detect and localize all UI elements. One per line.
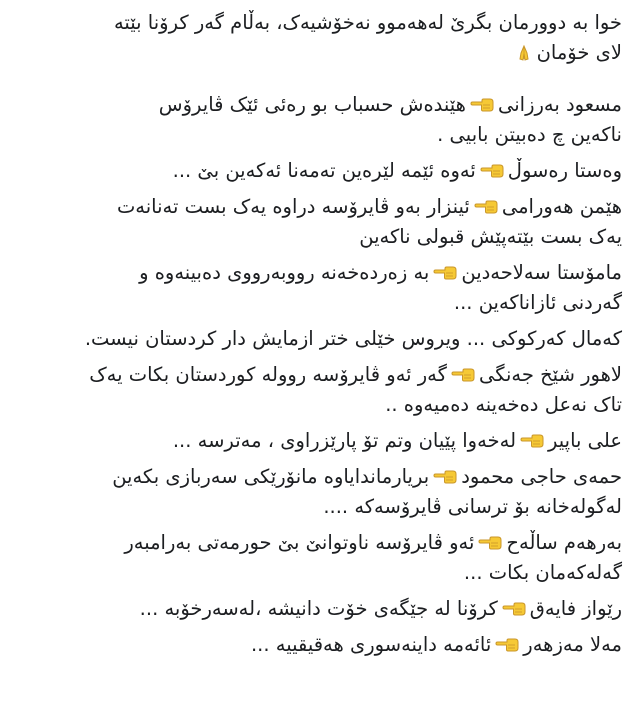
pointing-hand-icon (474, 193, 498, 208)
speaker-name: مسعود بەرزانی (497, 93, 622, 116)
quote-block (18, 258, 622, 318)
intro-line (18, 38, 622, 68)
quote-text: ئائەمە داینەسوری هەقیقییە ... (250, 633, 492, 656)
speaker-name: علی باپیر (548, 429, 622, 452)
quote-text: گەر ئەو ڤایرۆسە رووله کوردستان بکات یەک (89, 363, 447, 386)
pointing-hand-icon (502, 595, 526, 610)
quote-text: ئەو ڤایرۆسە ناوتوانێ بێ حورمەتی بەرامبەر (124, 531, 475, 554)
speaker-name: حمەی حاجی محمود (461, 465, 622, 488)
quote-block (18, 426, 622, 456)
speaker-name: هێمن هەورامی (501, 195, 622, 218)
speaker-name: بەرهەم ساڵەح (506, 531, 622, 554)
quote-line (18, 630, 622, 660)
quote-line (18, 192, 622, 222)
quote-text: بە زەردەخەنە رووبەرووی دەبینەوە و (139, 261, 430, 284)
quote-line (18, 258, 622, 288)
quote-line (18, 390, 622, 420)
intro-text: لای خۆمان (536, 41, 622, 64)
quote-line (18, 492, 622, 522)
quote-line (18, 426, 622, 456)
quotes-list (18, 90, 622, 660)
quote-block (18, 192, 622, 252)
pointing-hand-icon (495, 631, 519, 646)
quote-line (18, 288, 622, 318)
speaker-name: لاهور شێخ جەنگی (478, 363, 622, 386)
folded-hands-icon (515, 41, 533, 59)
quote-text: گەلەکەمان بکات ... (463, 561, 622, 584)
quote-text: کەمال کەرکوکی ... ویروس خێلی ختر ازمایش دار کردستان نیست. (84, 327, 622, 350)
quote-text: هێندەش حسباب بو رەئی ئێک ڤایرۆس (158, 93, 466, 116)
quote-block (18, 594, 622, 624)
quote-line (18, 90, 622, 120)
pointing-hand-icon (433, 463, 457, 478)
quote-block (18, 360, 622, 420)
pointing-hand-icon (480, 157, 504, 172)
quote-text: بریارماندایاوە مانۆرێکی سەربازی بکەین (112, 465, 430, 488)
quote-block (18, 462, 622, 522)
pointing-hand-icon (451, 361, 475, 376)
quote-block (18, 630, 622, 660)
quote-block (18, 156, 622, 186)
quote-line (18, 324, 622, 354)
quote-line (18, 222, 622, 252)
quote-text: کرۆنا لە جێگەی خۆت دانیشە ،لەسەرخۆبە ... (139, 597, 498, 620)
intro-line: خوا بە دوورمان بگرێ لەهەموو نەخۆشیەک، بەڵام گەر کرۆنا بێتە (113, 11, 622, 34)
speaker-name: رێواز فایەق (529, 597, 622, 620)
quote-line (18, 528, 622, 558)
quote-line (18, 558, 622, 588)
speaker-name: وەستا رەسوڵ (507, 159, 622, 182)
quote-text: تاک نەعل دەخەینە دەمیەوە .. (385, 393, 622, 416)
quote-line (18, 360, 622, 390)
quote-text: گەردنی ئازاناکەین ... (453, 291, 622, 314)
quote-line (18, 156, 622, 186)
quote-block (18, 324, 622, 354)
quote-block (18, 90, 622, 150)
quote-text: ناکەین چ دەبیتن بابیی . (437, 123, 622, 146)
quote-line (18, 120, 622, 150)
quote-text: ئەوە ئێمە لێرەین تەمەنا ئەکەین بێ ... (172, 159, 476, 182)
quote-block (18, 528, 622, 588)
quote-line (18, 462, 622, 492)
pointing-hand-icon (520, 427, 544, 442)
pointing-hand-icon (470, 91, 494, 106)
quote-text: لەخەوا پێیان وتم تۆ پارێزراوی ، مەترسە ... (172, 429, 517, 452)
quote-line (18, 594, 622, 624)
speaker-name: مامۆستا سەلاحەدین (461, 261, 622, 284)
speaker-name: مەلا مەزهەر (523, 633, 622, 656)
quote-text: ئینزار بەو ڤایرۆسە دراوە یەک بست تەنانەت (116, 195, 470, 218)
pointing-hand-icon (478, 529, 502, 544)
quote-text: لەگولەخانە بۆ ترسانی ڤایرۆسەکە .... (323, 495, 622, 518)
pointing-hand-icon (433, 259, 457, 274)
quote-text: یەک بست بێتەپێش قبولی ناکەین (359, 225, 622, 248)
